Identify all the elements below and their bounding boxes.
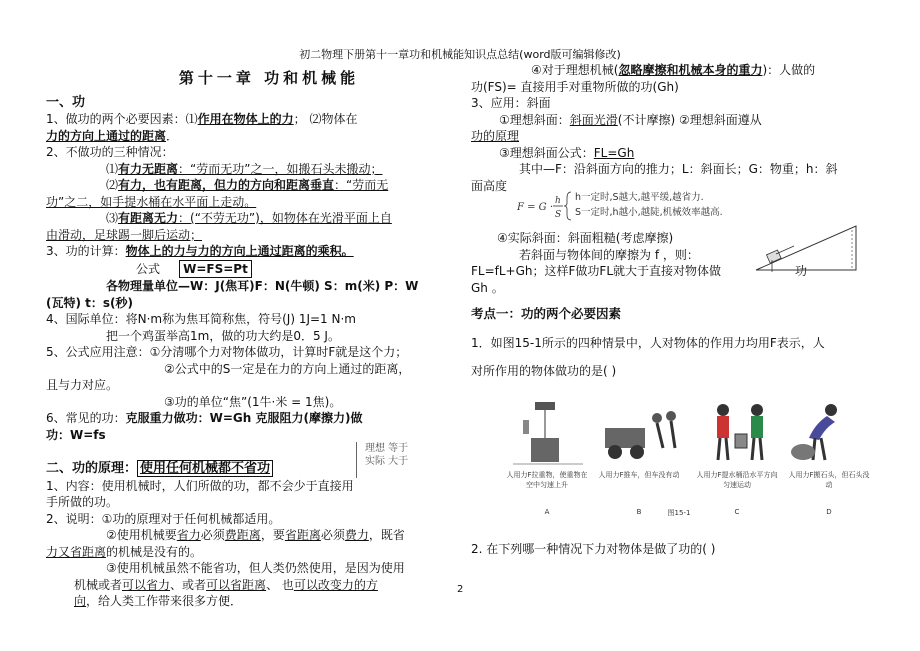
- formula-note-2: ②公式中的S一定是在力的方向上通过的距离，: [164, 361, 411, 376]
- incline-block: [766, 250, 781, 263]
- emphasis: FL=Gh: [593, 145, 635, 160]
- emphasis: 作用在物体上的力: [197, 112, 294, 126]
- no-work-case-1: [46, 161, 452, 178]
- text: )：人做的: [762, 63, 816, 77]
- key-point-title: 考点一：功的两个必要因素: [471, 306, 622, 321]
- no-work-case-2: [46, 177, 452, 194]
- ideal-machine-line: [471, 62, 881, 79]
- text: 实际 大于: [365, 456, 409, 467]
- photo-a-caption: 人用力F拉重物，使重物在空中匀速上升: [506, 471, 588, 489]
- text: 6、常见的功：: [46, 411, 126, 425]
- text: ：(“不劳无功”)，如物体在光滑平面上自: [178, 211, 392, 225]
- incline-title: 3、应用：斜面: [471, 96, 551, 110]
- no-work-title: 2、不做功的三种情况：: [46, 145, 174, 159]
- text: 理想 等于: [365, 443, 409, 454]
- formula-note-a: h一定时,S越大,越平缓,越省力.: [575, 192, 704, 203]
- chapter-title: 第十一章 功和机械能: [178, 69, 360, 87]
- text: ，既省: [368, 528, 405, 542]
- document-header: 初二物理下册第十一章功和机械能知识点总结(word版可编辑修改): [299, 48, 621, 61]
- emphasis: 力的方向上通过的距离: [46, 128, 167, 143]
- section-1-title: 一、功: [46, 94, 86, 110]
- text: 必须: [200, 528, 225, 542]
- emphasis: 省力: [176, 528, 201, 542]
- text: 3、功的计算：: [46, 244, 126, 258]
- text: ③理想斜面公式：: [499, 145, 594, 160]
- principle-note-3b: [46, 577, 452, 594]
- formula-note-3: ③功的单位“焦”(1牛·米 = 1焦)。: [164, 394, 342, 409]
- no-work-case-2b: 功”之二，如手提水桶在水平面上走动。: [46, 194, 257, 209]
- text: 二、功的原理：: [46, 461, 138, 476]
- principle-note-2b: [46, 544, 452, 561]
- photo-a: [503, 398, 591, 522]
- formula-line: [46, 260, 452, 279]
- photo-c: [693, 398, 781, 522]
- incline-triangle: [756, 226, 856, 270]
- no-work-case-3: [46, 210, 452, 227]
- page-number: 2: [457, 584, 464, 595]
- text: ．: [166, 128, 179, 143]
- emphasis: 向: [74, 594, 87, 608]
- work-factors-line: [46, 111, 452, 128]
- actual-incline-line: ④实际斜面：斜面粗糙(考虑摩擦): [497, 231, 674, 245]
- text: ：“劳而无: [334, 178, 389, 192]
- formula-note-b: S一定时,h越小,越陡,机械效率越高.: [575, 207, 723, 218]
- units-line: 各物理量单位—W：J(焦耳)F：N(牛顿) S：m(米) P：W: [106, 279, 419, 293]
- text: ：“劳而无功”之一，如搬石头未搬动；: [178, 161, 383, 176]
- ideal-vs-actual-note: [356, 442, 461, 478]
- text: ，要: [260, 528, 285, 542]
- question-1-line: 1．如图15-1所示的四种情景中，人对物体的作用力均用F表示，人: [471, 335, 825, 350]
- text: ； ⑵物体在: [293, 112, 358, 126]
- principle-content-line: 1、内容：使用机械时，人们所做的功，都不会少于直接用: [46, 478, 354, 493]
- egg-example-line: 把一个鸡蛋举高1m，做的功大约是0．5 J。: [106, 328, 340, 343]
- figure-number: 图15-1: [667, 509, 691, 517]
- photo-d: [785, 398, 873, 522]
- text: ④对于理想机械(: [531, 63, 619, 77]
- units-line-2: (瓦特) t：s(秒): [46, 295, 133, 310]
- text: 公式: [136, 261, 161, 276]
- text: 必须: [320, 528, 345, 542]
- emphasis: 可以省距离: [206, 577, 267, 592]
- principle-note-3c: [46, 593, 452, 610]
- photo-a-label: A: [544, 508, 550, 516]
- emphasis: 有力无距离: [118, 161, 179, 176]
- emphasis: 克服重力做功：W=Gh 克服阻力(摩擦力)做: [125, 411, 363, 425]
- text: 1、做功的两个必要因素：: [46, 112, 186, 126]
- text: ，给人类工作带来很多方便．: [86, 594, 243, 608]
- formula-note-2b: 且与力对应。: [46, 378, 119, 392]
- emphasis: 可以改变力的方: [293, 577, 378, 592]
- photo-a-image: [503, 398, 591, 468]
- emphasis: 物体上的力与力的方向上通过距离的乘积。: [125, 244, 354, 258]
- incline-diagram: [748, 222, 860, 274]
- text: FL=fL+Gh；这样F做功FL就大于直接对物体做: [471, 264, 722, 278]
- svg-text:S: S: [555, 210, 562, 220]
- text: 的机械是没有的。: [106, 544, 203, 559]
- text: ①理想斜面：: [499, 112, 570, 127]
- common-work-line-2: 功：W=fs: [46, 427, 106, 442]
- work-factors-line-2: [46, 128, 452, 145]
- emphasis: 费力: [344, 528, 369, 542]
- photo-d-image: [785, 398, 873, 468]
- photo-c-label: C: [734, 508, 740, 516]
- text: ②使用机械要: [106, 528, 177, 542]
- photo-b-label: B: [636, 508, 642, 516]
- friction-line: 若斜面与物体间的摩擦为 f ，则：: [519, 247, 699, 262]
- work-formula: W=FS=Pt: [179, 260, 252, 279]
- photo-d-label: D: [826, 508, 832, 516]
- emphasis: 有距离无力: [118, 211, 179, 225]
- text: 机械或者: [74, 577, 123, 592]
- svg-text:h: h: [555, 196, 561, 206]
- incline-formula-figure: [515, 190, 755, 222]
- friction-formula-line-2: Gh 。: [471, 280, 504, 295]
- variables-line: 其中—F：沿斜面方向的推力；L：斜面长；G：物重；h：斜: [519, 162, 838, 176]
- emphasis: 使用任何机械都不省功: [137, 460, 273, 477]
- photo-c-image: [693, 398, 781, 468]
- si-unit-line: 4、国际单位：将N·m称为焦耳简称焦，符号(J) 1J=1 N·m: [46, 312, 356, 326]
- principle-note-3: ③使用机械虽然不能省功，但人类仍然使用，是因为使用: [106, 561, 405, 575]
- ideal-incline-formula: [471, 145, 881, 162]
- photo-b-caption: 人用力F推车，但车没有动: [598, 471, 680, 479]
- force-arrow: [776, 246, 794, 254]
- emphasis: 力又省距离: [46, 544, 107, 559]
- text: ⑶: [106, 211, 119, 225]
- work-calc-line: [46, 243, 452, 260]
- formula-note-1: 5、公式应用注意：①分清哪个力对物体做功，计算时F就是这个力；: [46, 345, 408, 359]
- emphasis: 省距离: [284, 528, 321, 542]
- text: ⑴: [106, 161, 119, 176]
- text: 功: [795, 264, 808, 278]
- text: 、或者: [170, 577, 207, 592]
- question-2: 2. 在下列哪一种情况下力对物体是做了功的( ): [471, 542, 716, 556]
- no-work-case-3b: 由滑动，足球踢一脚后运动；: [46, 227, 203, 242]
- ideal-incline-line: [471, 112, 881, 129]
- text: ⑵: [106, 178, 119, 192]
- text: 、 也: [266, 577, 294, 592]
- principle-content-line-2: 手所做的功。: [46, 495, 119, 509]
- svg-text:F = G ·: F = G ·: [517, 202, 554, 213]
- emphasis: 有力，也有距离，但力的方向和距离垂直: [118, 178, 335, 192]
- ideal-incline-line-2: 功的原理: [471, 129, 520, 143]
- emphasis: 忽略摩擦和机械本身的重力: [618, 63, 763, 77]
- photo-d-caption: 人用力F搬石头，但石头没动: [788, 471, 870, 489]
- text: (不计摩擦) ②理想斜面遵从: [617, 112, 762, 127]
- question-1-line-2: 对所作用的物体做功的是( ): [471, 364, 617, 378]
- common-work-line: [46, 410, 452, 427]
- principle-note-1: 2、说明：①功的原理对于任何机械都适用。: [46, 511, 281, 526]
- figure-15-1: [503, 398, 873, 522]
- emphasis: 可以省力: [122, 577, 171, 592]
- emphasis: 费距离: [224, 528, 261, 542]
- text: ⑴: [185, 112, 198, 126]
- variables-line-2: 面高度: [471, 178, 508, 193]
- emphasis: 斜面光滑: [569, 112, 618, 127]
- ideal-machine-line-2: 功(FS)= 直接用手对重物所做的功(Gh): [471, 79, 679, 94]
- principle-note-2: [46, 527, 452, 544]
- left-column: [46, 62, 452, 610]
- photo-c-caption: 人用力F提水桶沿水平方向匀速运动: [696, 471, 778, 489]
